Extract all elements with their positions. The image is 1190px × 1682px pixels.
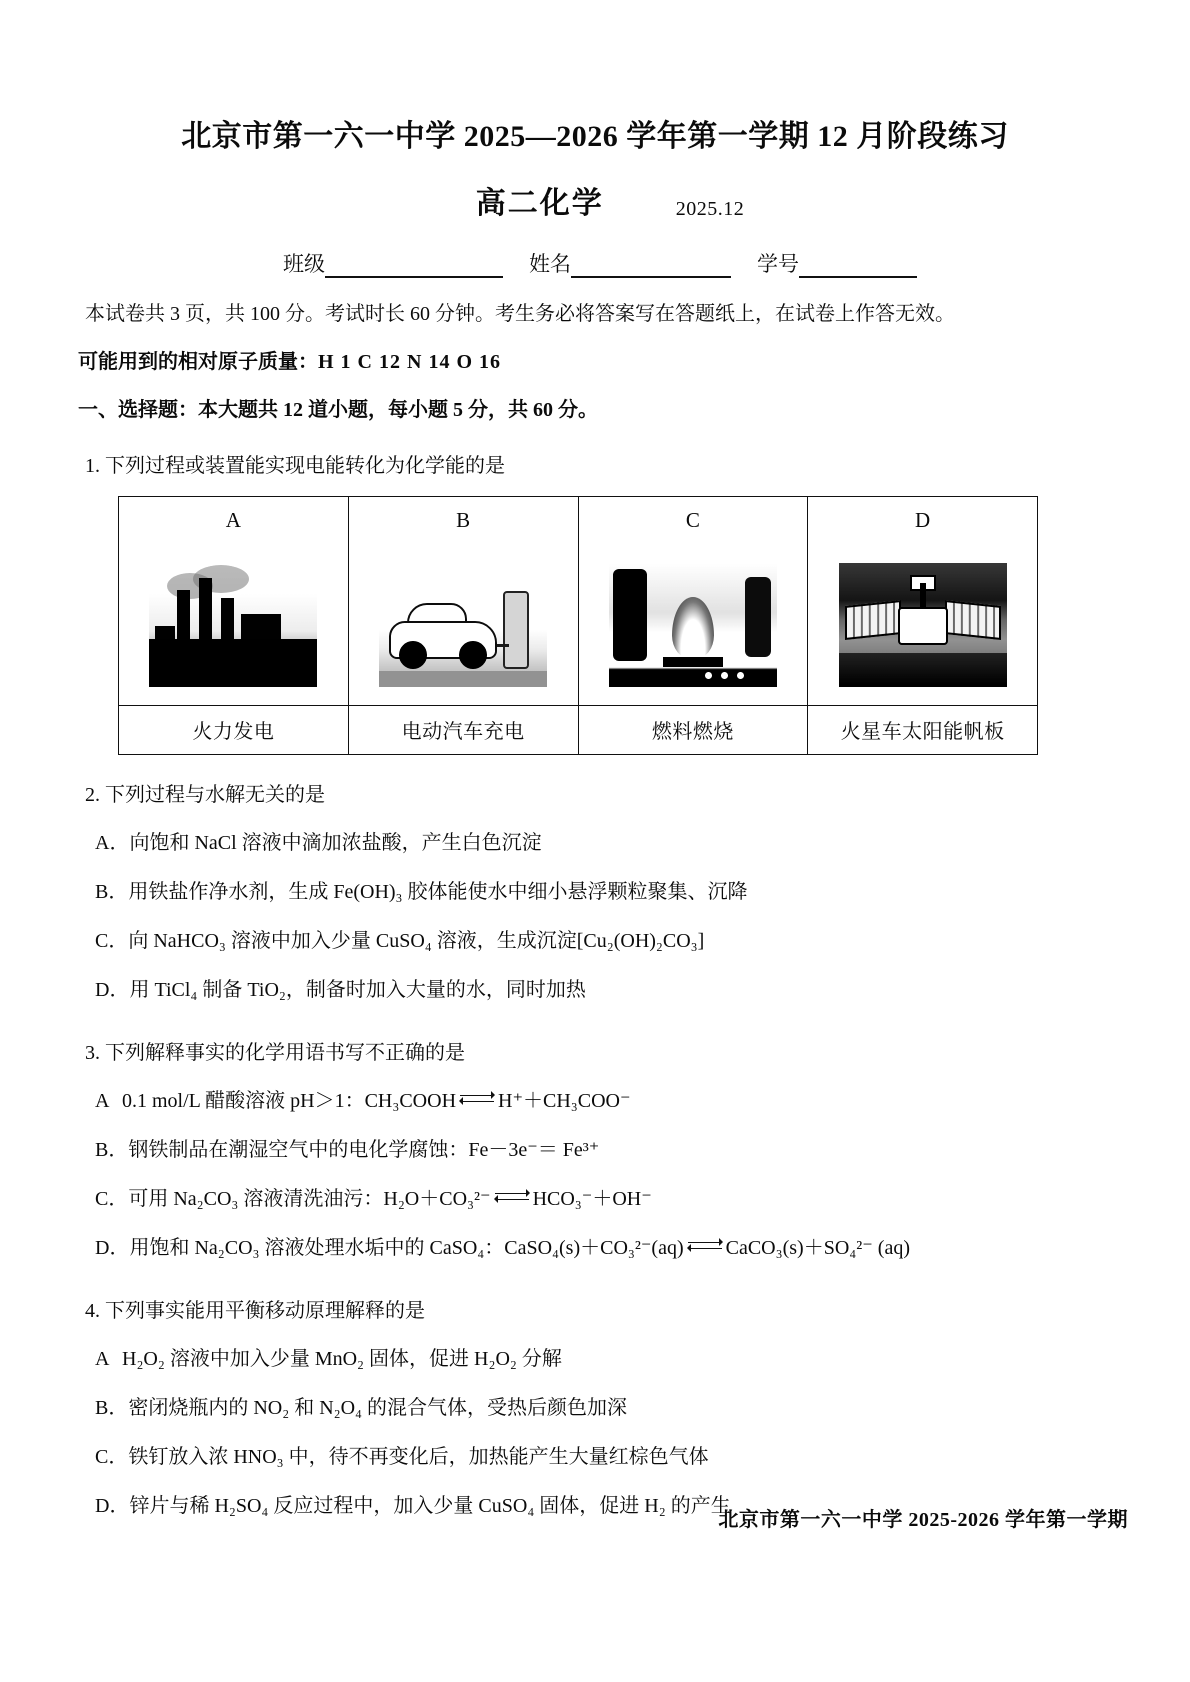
atomic-mass-values: H 1 C 12 N 14 O 16 [318,350,501,373]
question-1-text: 下列过程或装置能实现电能转化为化学能的是 [105,454,505,477]
option-a-caption: 火力发电 [119,705,349,754]
option-c-caption: 燃料燃烧 [578,705,808,754]
option-d-image-cell [808,545,1038,706]
question-4-stem [0,1295,1190,1327]
power-plant-photo [149,563,317,687]
question-3-stem [0,1037,1190,1069]
option-text: 用 TiCl₄ 制备 TiO₂，制备时加入大量的水，同时加热 [129,978,586,1001]
page-title: 北京市第一六一中学 2025—2026 学年第一学期 12 月阶段练习 [181,120,1009,153]
option-key: D． [95,1494,130,1517]
option-letter-c: C [578,496,808,545]
question-2-option-b[interactable] [0,876,1190,909]
student-id-label: 学号 [757,251,799,276]
option-text-prefix: 0.1 mol/L 醋酸溶液 pH＞1：CH₃COOH [122,1089,457,1112]
section-heading: 一、选择题：本大题共 12 道小题，每小题 5 分，共 60 分。 [78,398,598,421]
subject-name: 高二化学 [475,186,604,220]
option-d-caption: 火星车太阳能帆板 [808,705,1038,754]
option-key: A [95,1089,110,1112]
option-text: 铁钉放入浓 HNO₃ 中，待不再变化后，加热能产生大量红棕色气体 [128,1445,709,1468]
page-footer: 北京市第一六一中学 2025-2026 学年第一学期 [718,1509,1128,1531]
question-4-option-c[interactable] [0,1441,1190,1474]
option-letter-row [119,496,1038,545]
option-key: C． [95,1445,129,1468]
class-label: 班级 [283,251,325,276]
question-2-number: 2. [85,783,100,806]
option-image-row [119,545,1038,706]
question-3-text: 下列解释事实的化学用语书写不正确的是 [105,1041,465,1064]
equilibrium-arrow-icon [495,1191,529,1209]
option-key: A． [95,831,130,854]
question-1-stem [0,450,1190,482]
option-text-suffix: H⁺＋CH₃COO⁻ [498,1089,631,1112]
option-text: 向 NaHCO₃ 溶液中加入少量 CuSO₄ 溶液，生成沉淀[Cu₂(OH)₂CO₃] [128,929,705,952]
option-letter-d: D [808,496,1038,545]
option-c-image-cell [578,545,808,706]
option-text: 用铁盐作净水剂，生成 Fe(OH)₃ 胶体能使水中细小悬浮颗粒聚集、沉降 [128,880,748,903]
option-letter-b: B [348,496,578,545]
student-id-field[interactable] [757,248,917,278]
option-text-prefix: 用饱和 Na₂CO₃ 溶液处理水垢中的 CaSO₄：CaSO₄(s)＋CO₃²⁻(aq) [129,1236,684,1259]
question-4-option-a[interactable] [0,1343,1190,1376]
question-1-option-table [118,496,1038,755]
option-key: B． [95,880,129,903]
option-key: B． [95,1138,129,1161]
class-blank[interactable] [325,256,503,278]
question-3-option-c[interactable] [0,1183,1190,1216]
option-text: 钢铁制品在潮湿空气中的电化学腐蚀：Fe－3e⁻＝ Fe³⁺ [128,1138,600,1161]
subject-row [0,178,1190,222]
name-blank[interactable] [571,256,731,278]
option-text-suffix: CaCO₃(s)＋SO₄²⁻ (aq) [725,1236,910,1259]
question-2-stem [0,779,1190,811]
option-text: H₂O₂ 溶液中加入少量 MnO₂ 固体，促进 H₂O₂ 分解 [122,1347,562,1370]
option-text-suffix: HCO₃⁻＋OH⁻ [532,1187,652,1210]
option-b-caption: 电动汽车充电 [348,705,578,754]
name-label: 姓名 [529,251,571,276]
option-a-image-cell [119,545,349,706]
class-field[interactable] [283,248,503,278]
option-b-image-cell [348,545,578,706]
question-3-option-b[interactable] [0,1134,1190,1167]
equilibrium-arrow-icon [460,1093,494,1111]
equilibrium-arrow-icon [688,1240,722,1258]
question-1-number: 1. [85,454,100,477]
atomic-mass-label: 可能用到的相对原子质量： [78,350,318,373]
option-text-prefix: 可用 Na₂CO₃ 溶液清洗油污：H₂O＋CO₃²⁻ [128,1187,491,1210]
option-key: D． [95,1236,130,1259]
question-4-text: 下列事实能用平衡移动原理解释的是 [105,1299,425,1322]
electric-car-charging-photo [379,563,547,687]
option-text: 向饱和 NaCl 溶液中滴加浓盐酸，产生白色沉淀 [129,831,542,854]
mars-rover-solar-panel-photo [839,563,1007,687]
option-text: 密闭烧瓶内的 NO₂ 和 N₂O₄ 的混合气体，受热后颜色加深 [128,1396,628,1419]
option-key: B． [95,1396,129,1419]
question-3-option-d[interactable] [0,1232,1190,1265]
option-letter-a: A [119,496,349,545]
student-id-blank[interactable] [799,256,917,278]
question-2-option-a[interactable] [0,827,1190,860]
option-key: D． [95,978,130,1001]
exam-instruction: 本试卷共 3 页，共 100 分。考试时长 60 分钟。考生务必将答案写在答题纸上，在试卷上作答无效。 [85,302,955,325]
question-3-option-a[interactable] [0,1085,1190,1118]
option-key: C． [95,929,129,952]
question-3-number: 3. [85,1041,100,1064]
question-2-text: 下列过程与水解无关的是 [105,783,325,806]
option-caption-row [119,705,1038,754]
question-2-option-c[interactable] [0,925,1190,958]
fuel-burning-photo [609,563,777,687]
exam-date: 2025.12 [675,197,745,220]
option-key: A [95,1347,110,1370]
name-field[interactable] [529,248,731,278]
option-key: C． [95,1187,129,1210]
question-2-option-d[interactable] [0,974,1190,1007]
question-4-number: 4. [85,1299,100,1322]
identity-fields [0,248,1190,278]
option-text: 锌片与稀 H₂SO₄ 反应过程中，加入少量 CuSO₄ 固体，促进 H₂ 的产生 [129,1494,731,1517]
atomic-mass-line [0,346,1190,378]
question-4-option-b[interactable] [0,1392,1190,1425]
